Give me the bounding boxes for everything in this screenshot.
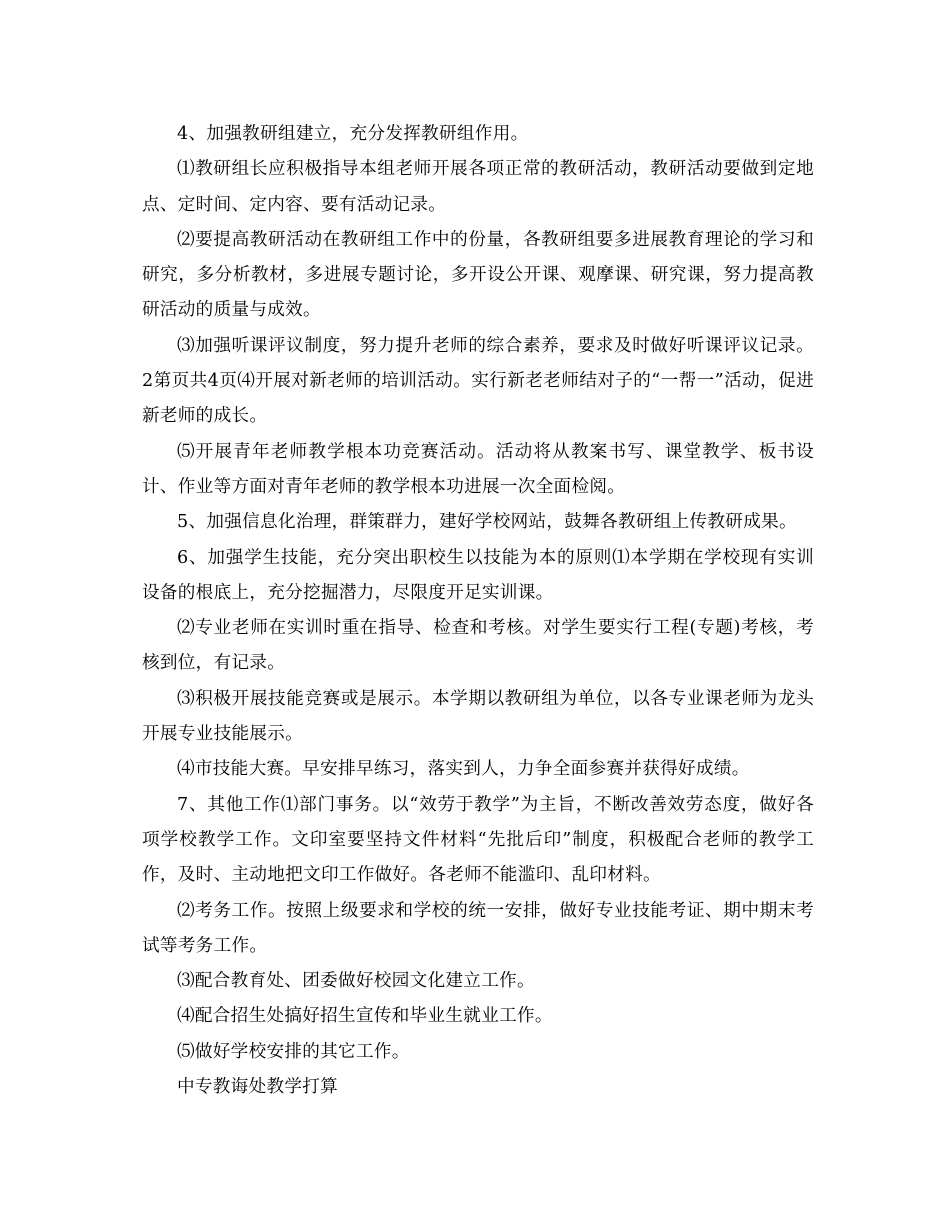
document-body: [142, 117, 814, 1105]
paragraph-8: ⑵专业老师在实训时重在指导、检查和考核。对学生要实行工程(专题)考核，考核到位，有记录。: [142, 618, 814, 674]
paragraph-3: ⑵要提高教研活动在教研组工作中的份量，各教研组要多进展教育理论的学习和研究，多分析教材，多进展专题讨论，多开设公开课、观摩课、研究课，努力提高教研活动的质量与成效。: [142, 229, 814, 321]
paragraph-5: ⑸开展青年老师教学根本功竞赛活动。活动将从教案书写、课堂教学、板书设计、作业等方面对青年老师的教学根本功进展一次全面检阅。: [142, 441, 814, 497]
document-footer-title: 中专教诲处教学打算: [177, 1077, 339, 1098]
paragraph-2: ⑴教研组长应积极指导本组老师开展各项正常的教研活动，教研活动要做到定地点、定时间、定内容、要有活动记录。: [142, 159, 814, 215]
paragraph-15: ⑸做好学校安排的其它工作。: [177, 1041, 410, 1062]
paragraph-11: 7、其他工作⑴部门事务。以“效劳于教学”为主旨，不断改善效劳态度，做好各项学校教学工作。文印室要坚持文件材料“先批后印”制度，积极配合老师的教学工作，及时、主动地把文印工作做好。各老师不能滥印、乱印材料。: [142, 794, 814, 886]
paragraph-1: 4、加强教研组建立，充分发挥教研组作用。: [177, 124, 529, 144]
paragraph-10: ⑷市技能大赛。早安排早练习，落实到人，力争全面参赛并获得好成绩。: [177, 759, 750, 780]
paragraph-13: ⑶配合教育处、团委做好校园文化建立工作。: [177, 971, 535, 992]
paragraph-9: ⑶积极开展技能竞赛或是展示。本学期以教研组为单位，以各专业课老师为龙头开展专业技能展示。: [142, 688, 814, 745]
paragraph-4: ⑶加强听课评议制度，努力提升老师的综合素养，要求及时做好听课评议记录。2第页共4页⑷开展对新老师的培训活动。实行新老老师结对子的“一帮一”活动，促进新老师的成长。: [142, 335, 814, 427]
paragraph-7: 6、加强学生技能，充分突出职校生以技能为本的原则⑴本学期在学校现有实训设备的根底上，充分挖掘潜力，尽限度开足实训课。: [142, 547, 814, 603]
paragraph-14: ⑷配合招生处搞好招生宣传和毕业生就业工作。: [177, 1006, 553, 1027]
paragraph-12: ⑵考务工作。按照上级要求和学校的统一安排，做好专业技能考证、期中期末考试等考务工作。: [142, 900, 814, 956]
paragraph-6: 5、加强信息化治理，群策群力，建好学校网站，鼓舞各教研组上传教研成果。: [177, 512, 797, 533]
